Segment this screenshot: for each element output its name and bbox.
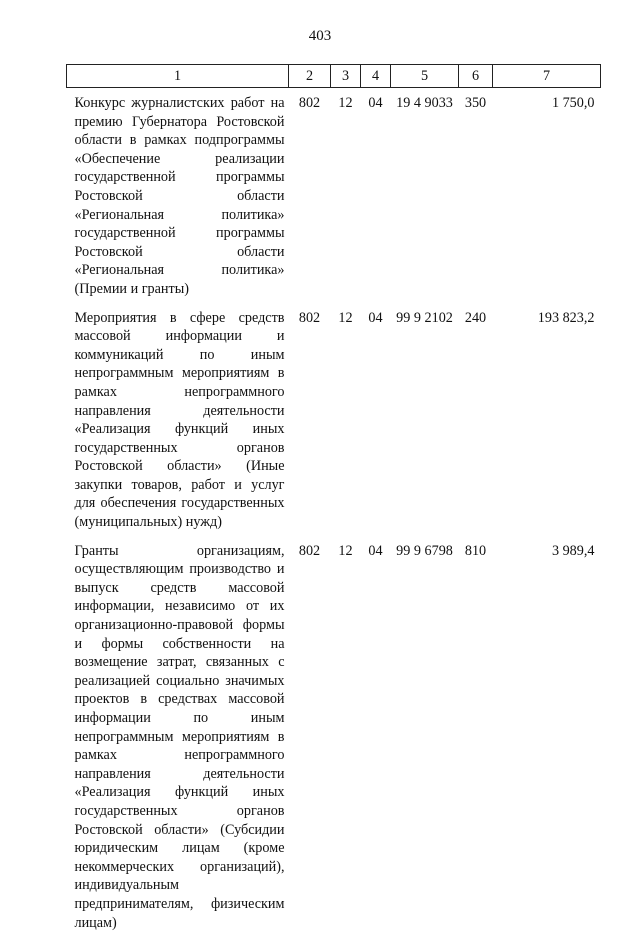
- subsection-code: 04: [368, 95, 383, 111]
- column-header: 5: [391, 65, 459, 88]
- column-header: 2: [289, 65, 331, 88]
- column-header: 1: [67, 65, 289, 88]
- column-header: 7: [493, 65, 601, 88]
- column-header: 6: [459, 65, 493, 88]
- row-description: Мероприятия в сфере средств массовой информации и коммуникаций по иным непрограммным мероприятиям в рамках непрограммного направления деятельности «Реализация функций иных государственных органов Ростовской области» (Иные закупки товаров, работ и услуг для обеспечения государственных (муниципальных) нужд): [74, 309, 285, 531]
- subsection-code: 04: [368, 542, 383, 559]
- budget-table: [66, 64, 601, 936]
- section-code: 12: [338, 309, 353, 326]
- amount-value: 3 989,4: [551, 542, 595, 559]
- table-row: [67, 88, 601, 303]
- table-header-row: [67, 65, 601, 88]
- amount-value: 193 823,2: [537, 309, 595, 326]
- section-code: 12: [338, 95, 353, 111]
- ministry-code: 802: [298, 542, 321, 559]
- column-header: 4: [361, 65, 391, 88]
- target-article-code: 99 9 6798: [396, 542, 453, 559]
- amount-value: 1 750,0: [551, 95, 595, 111]
- table-row: [67, 303, 601, 536]
- subsection-code: 04: [368, 309, 383, 326]
- table-row: [67, 536, 601, 936]
- expense-type-code: 350: [464, 95, 487, 111]
- expense-type-code: 240: [464, 309, 487, 326]
- ministry-code: 802: [298, 95, 321, 111]
- target-article-code: 99 9 2102: [396, 309, 453, 326]
- row-description: Конкурс журналистских работ на премию Губернатора Ростовской области в рамках подпрограммы «Обеспечение реализации государственной программы Ростовской области «Региональная политика» государственной программы Ростовской области «Региональная политика» (Премии и гранты): [74, 95, 285, 297]
- row-description: Гранты организациям, осуществляющим производство и выпуск средств массовой информации, независимо от их организационно-правовой формы и формы собственности на возмещение затрат, связанных с реализацией социально значимых проектов в средствах массовой информации по иным непрограммным мероприятиям в рамках непрограммного направления деятельности «Реализация функций иных государственных органов Ростовской области» (Субсидии юридическим лицам (кроме некоммерческих организаций), индивидуальным предпринимателям, физическим лицам): [74, 542, 285, 931]
- ministry-code: 802: [298, 309, 321, 326]
- page-number: 403: [308, 28, 332, 44]
- column-header: 3: [331, 65, 361, 88]
- expense-type-code: 810: [464, 542, 487, 559]
- section-code: 12: [338, 542, 353, 559]
- target-article-code: 19 4 9033: [396, 95, 453, 111]
